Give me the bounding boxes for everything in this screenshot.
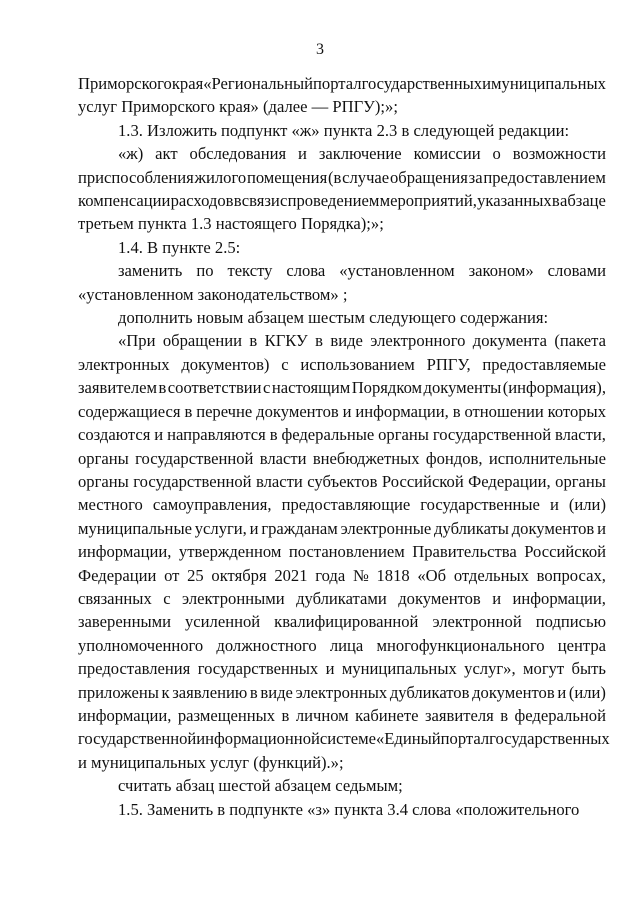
text-line: заявителем в соответствии с настоящим Порядком документы (информация), (78, 378, 606, 398)
paragraph-replace-words (78, 259, 606, 306)
paragraph-add-sixth (78, 306, 606, 329)
text-line: приложены к заявлению в виде электронных дубликатов документов и (или) (78, 682, 606, 702)
text-line: органы государственной власти внебюджетных фондов, исполнительные (78, 448, 606, 468)
text-line: компенсации расходов в связи с проведением мероприятий, указанных в абзаце (78, 191, 606, 211)
text-line: создаются и направляются в федеральные органы государственной власти, (78, 425, 606, 445)
text-line: 1.3. Изложить подпункт «ж» пункта 2.3 в следующей редакции: (118, 120, 570, 140)
text-line: считать абзац шестой абзацем седьмым; (118, 776, 403, 796)
paragraph-subitem-zh (78, 142, 606, 236)
text-line: заверенными усиленной квалифицированной электронной подписью (78, 612, 606, 632)
text-line: «ж) акт обследования и заключение комиссии о возможности (118, 144, 606, 164)
text-line: содержащиеся в перечне документов и информации, в отношении которых (78, 401, 606, 421)
paragraph-renumber (78, 774, 606, 797)
text-line: Приморского края «Региональный портал государственных и муниципальных (78, 74, 606, 93)
text-line: информации, утвержденном постановлением Правительства Российской (78, 542, 606, 562)
text-line: заменить по тексту слова «установленном законом» словами (118, 261, 606, 281)
text-line: местного самоуправления, предоставляющие государственные и (или) (78, 495, 606, 515)
text-line: и муниципальных услуг (функций).»; (78, 752, 344, 772)
paragraph-item-1-4 (78, 236, 606, 259)
text-line: уполномоченного должностного лица многофункционального центра (78, 635, 606, 655)
page-number: 3 (316, 41, 324, 58)
document-body (78, 72, 610, 821)
paragraph-item-1-5 (78, 798, 606, 821)
text-line: «При обращении в КГКУ в виде электронного документа (пакета (118, 331, 606, 351)
text-line: предоставления государственных и муниципальных услуг», могут быть (78, 659, 606, 679)
text-line: 1.5. Заменить в подпункте «з» пункта 3.4 слова «положительного (118, 799, 580, 819)
text-line: дополнить новым абзацем шестым следующего содержания: (118, 308, 549, 328)
paragraph-continuation (78, 72, 606, 119)
text-line: Федерации от 25 октября 2021 года № 1818 «Об отдельных вопросах, (78, 565, 606, 585)
text-line: приспособления жилого помещения (в случае обращения за предоставлением (78, 167, 606, 187)
text-line: «установленном законодательством» ; (78, 284, 348, 304)
text-line: услуг Приморского края» (далее — РПГУ);»; (78, 97, 398, 117)
text-line: связанных с электронными дубликатами документов и информации, (78, 588, 606, 608)
text-line: третьем пункта 1.3 настоящего Порядка);»; (78, 214, 384, 234)
paragraph-new-sixth-text (78, 329, 610, 774)
text-line: органы государственной власти субъектов Российской Федерации, органы (78, 471, 606, 491)
text-line: муниципальные услуги, и гражданам электронные дубликаты документов и (78, 518, 606, 538)
text-line: информации, размещенных в личном кабинете заявителя в федеральной (78, 705, 606, 725)
text-line: государственной информационной системе «Единый портал государственных (78, 729, 610, 749)
text-line: 1.4. В пункте 2.5: (118, 237, 241, 257)
text-line: электронных документов) с использованием РПГУ, предоставляемые (78, 354, 606, 374)
paragraph-item-1-3 (78, 119, 606, 142)
